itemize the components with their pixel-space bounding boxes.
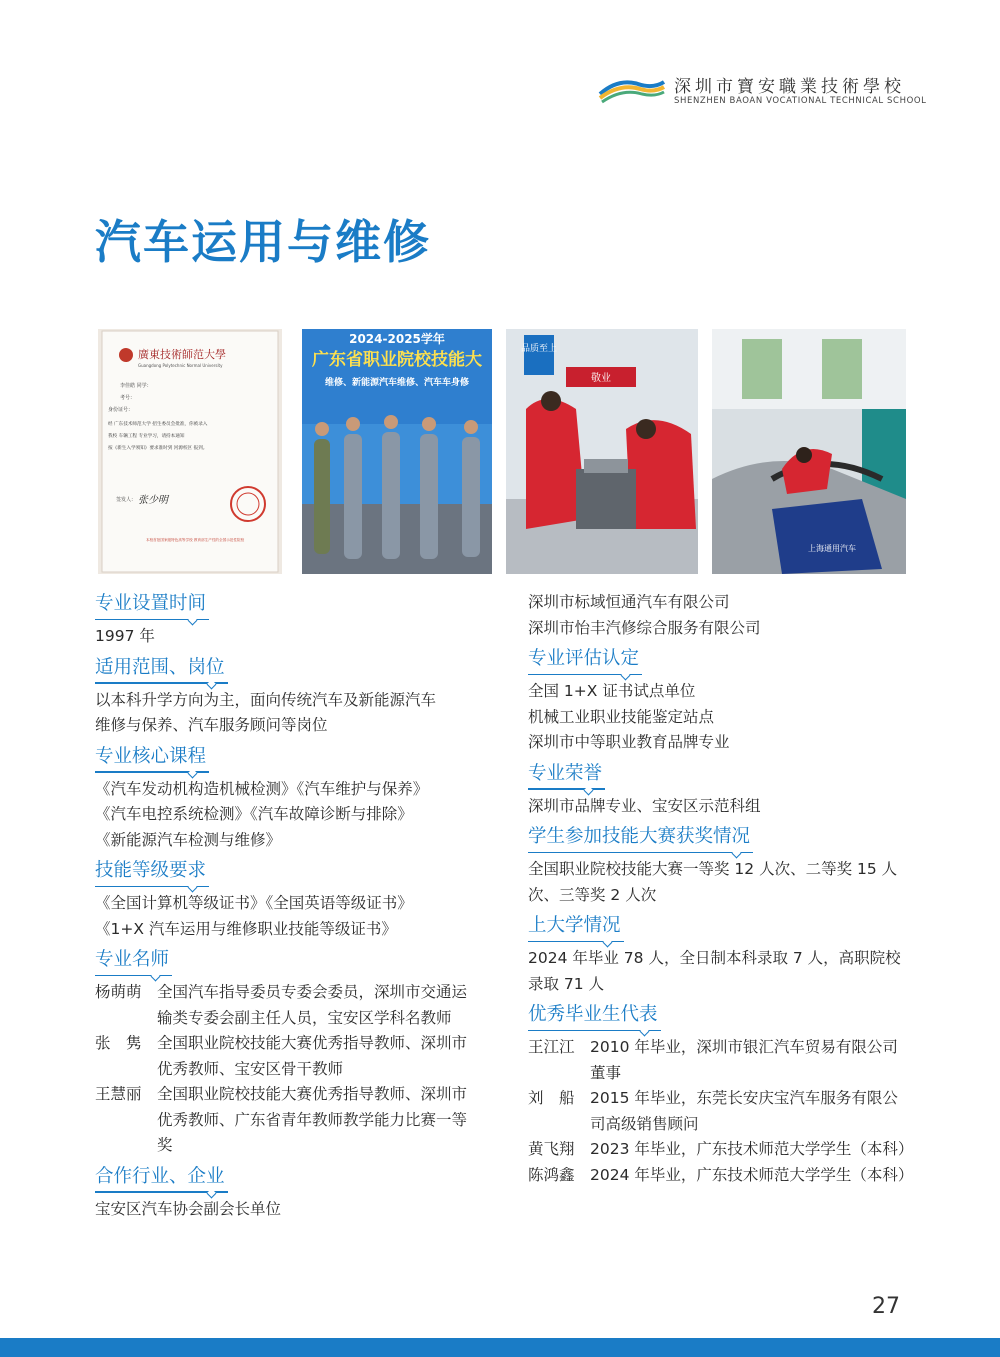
left-column [95, 592, 475, 1228]
photo-strip [98, 329, 906, 574]
skill-line-2: 《1+X 汽车运用与维修职业技能等级证书》 [95, 919, 397, 938]
graduate-name: 刘 船 [528, 1089, 575, 1107]
letter-line-3: 身份证号： [108, 407, 134, 413]
heading-core-courses: 专业核心课程 [95, 745, 206, 773]
competition-photo [302, 329, 492, 574]
workshop-sign-2: 敬业 [591, 373, 611, 384]
section-evaluation [528, 647, 908, 756]
letter-line-5: 我校 车辆工程 专业学习，请持本通知 [108, 434, 185, 439]
evaluation-line-1: 全国 1+X 证书试点单位 [528, 682, 696, 700]
heading-skill-level: 技能等级要求 [95, 859, 206, 887]
honors-line-1: 深圳市品牌专业、宝安区示范科组 [528, 796, 761, 815]
evaluation-line-3: 深圳市中等职业教育品牌专业 [528, 733, 730, 751]
teacher-name: 张 隽 [95, 1034, 142, 1052]
graduate-desc: 2010 年毕业，深圳市银汇汽车贸易有限公司董事 [590, 1038, 898, 1082]
admission-letter-photo [98, 329, 282, 574]
scope-line-1: 以本科升学方向为主，面向传统汽车及新能源汽车 [95, 690, 437, 709]
letter-line-2: 考号： [120, 395, 136, 401]
partner-line-2: 深圳市标域恒通汽车有限公司 [528, 593, 730, 611]
teacher-entry [95, 980, 475, 1031]
section-honors [528, 762, 908, 820]
page-title: 汽车运用与维修 [95, 215, 431, 269]
graduate-desc: 2023 年毕业，广东技术师范大学学生（本科） [590, 1140, 914, 1158]
teacher-entry [95, 1031, 475, 1082]
lab-photo [712, 329, 906, 574]
heading-scope: 适用范围、岗位 [95, 656, 225, 684]
graduate-entry [528, 1035, 908, 1086]
graduate-name: 黄飞翔 [528, 1140, 575, 1158]
courses-line-3: 《新能源汽车检测与维修》 [95, 830, 282, 849]
letter-line-4: 经 广东技术师范大学 招生委员会批准，你被录入 [108, 422, 208, 427]
page-number: 27 [872, 1294, 900, 1319]
partner-line-3: 深圳市怡丰汽修综合服务有限公司 [528, 618, 761, 637]
teacher-entry [95, 1082, 475, 1159]
section-university [528, 914, 908, 997]
competition-subline: 维修、新能源汽车维修、汽车车身修 [324, 378, 470, 388]
bottom-bar [0, 1338, 1000, 1357]
letter-university-en: Guangdong Polytechnic Normal University [138, 363, 223, 368]
graduate-name: 王江江 [528, 1038, 575, 1056]
letter-line-6: 按《新生入学须知》要求准时到 河源校区 报到。 [108, 446, 208, 451]
section-competition-awards [528, 825, 908, 908]
courses-line-1: 《汽车发动机构造机械检测》《汽车维护与保养》 [95, 779, 429, 798]
university-text: 2024 年毕业 78 人，全日制本科录取 7 人，高职院校录取 71 人 [528, 949, 901, 993]
engine-block [576, 469, 636, 529]
graduate-entry [528, 1163, 914, 1189]
workshop-photo [506, 329, 698, 574]
section-skill-level [95, 859, 475, 942]
workshop-sign-1: 品质至上 [520, 344, 558, 354]
graduate-entry [528, 1137, 914, 1163]
right-column [528, 592, 914, 1194]
section-core-courses [95, 745, 475, 854]
partner-line-1: 宝安区汽车协会副会长单位 [95, 1199, 282, 1218]
heading-honors: 专业荣誉 [528, 762, 602, 790]
graduate-name: 陈鸿鑫 [528, 1165, 575, 1184]
letter-footer: 本校首批国家级特色高等学校 教育部生产性的全国示范性院校 [146, 538, 245, 542]
setup-year: 1997 年 [95, 627, 155, 645]
evaluation-line-2: 机械工业职业技能鉴定站点 [528, 707, 715, 726]
competition-banner: 广东省职业院校技能大 [312, 350, 482, 370]
heading-setup-time: 专业设置时间 [95, 592, 206, 620]
heading-evaluation: 专业评估认定 [528, 647, 639, 675]
school-name-cn: 深圳市寶安職業技術學校 [674, 77, 905, 97]
section-partners [95, 1165, 475, 1223]
graduate-desc: 2024 年毕业，广东技术师范大学学生（本科） [590, 1165, 914, 1184]
heading-teachers: 专业名师 [95, 948, 169, 976]
section-graduates [528, 1003, 914, 1188]
letter-university: 廣東技術師范大學 [138, 348, 226, 361]
heading-partners: 合作行业、企业 [95, 1165, 225, 1193]
teacher-desc: 全国职业院校技能大赛优秀指导教师、深圳市优秀教师、宝安区骨干教师 [157, 1034, 468, 1078]
heading-competition-awards: 学生参加技能大赛获奖情况 [528, 825, 750, 853]
competition-awards-text: 全国职业院校技能大赛一等奖 12 人次、二等奖 15 人次、三等奖 2 人次 [528, 860, 898, 904]
courses-line-2: 《汽车电控系统检测》《汽车故障诊断与排除》 [95, 805, 413, 823]
letter-signer: 签发人： [116, 497, 137, 503]
school-name-en: SHENZHEN BAOAN VOCATIONAL TECHNICAL SCHOOL [674, 96, 927, 106]
graduate-desc: 2015 年毕业，东莞长安庆宝汽车服务有限公司高级销售顾问 [590, 1089, 898, 1133]
teacher-desc: 全国职业院校技能大赛优秀指导教师、深圳市优秀教师、广东省青年教师教学能力比赛一等奖 [157, 1085, 468, 1154]
heading-graduates: 优秀毕业生代表 [528, 1003, 658, 1031]
heading-university: 上大学情况 [528, 914, 621, 942]
section-setup-time [95, 592, 475, 650]
fender-cover-text: 上海通用汽车 [808, 544, 856, 553]
teacher-name: 王慧丽 [95, 1085, 142, 1103]
graduate-entry [528, 1086, 908, 1137]
school-emblem-icon [598, 74, 666, 104]
teacher-desc: 全国汽车指导委员专委会委员，深圳市交通运输类专委会副主任人员，宝安区学科名教师 [157, 983, 468, 1027]
scope-line-2: 维修与保养、汽车服务顾问等岗位 [95, 716, 328, 734]
section-partners-continued [528, 590, 908, 641]
teacher-name: 杨萌萌 [95, 983, 142, 1001]
letter-line-1: 李佳皓 同学： [120, 383, 152, 389]
university-seal-icon [119, 348, 133, 362]
competition-year: 2024-2025学年 [349, 332, 445, 346]
section-scope [95, 656, 475, 739]
school-logo [598, 72, 927, 112]
section-teachers [95, 948, 475, 1159]
letter-signature: 张少明 [138, 495, 168, 506]
skill-line-1: 《全国计算机等级证书》《全国英语等级证书》 [95, 894, 413, 912]
